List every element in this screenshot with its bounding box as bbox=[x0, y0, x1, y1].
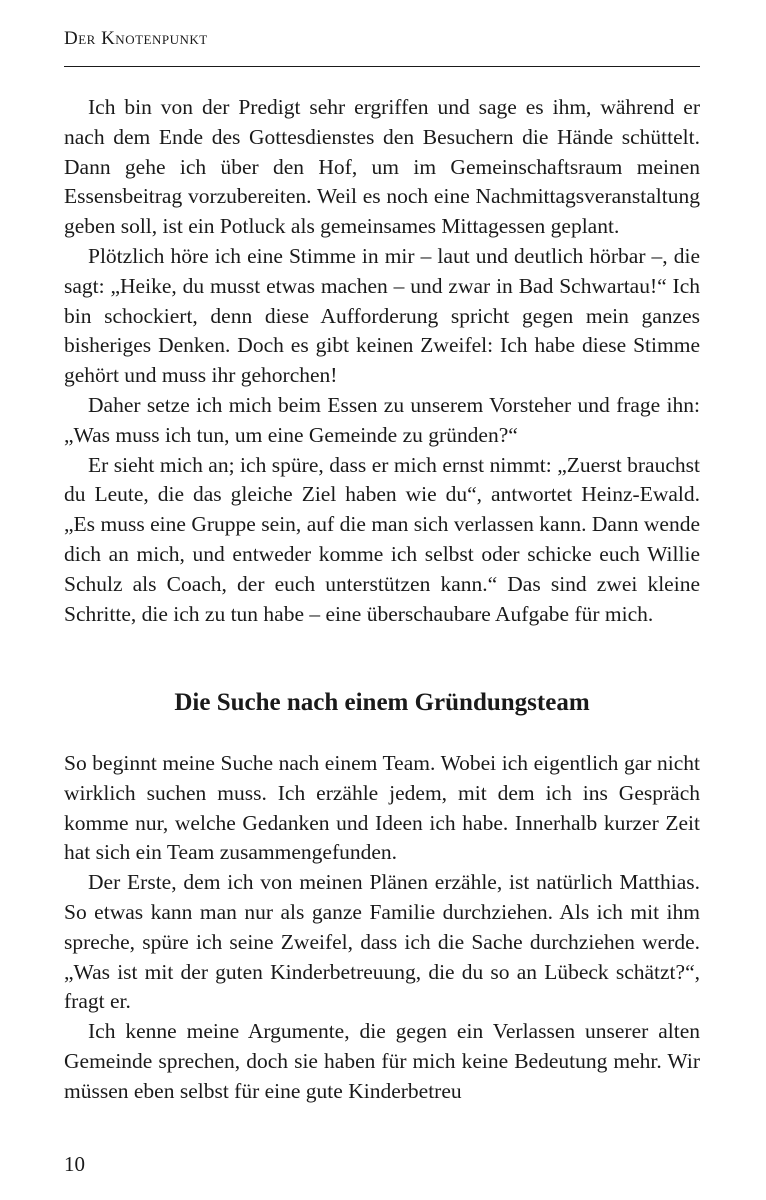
body-text-after-heading bbox=[64, 749, 700, 1107]
paragraph: Der Erste, dem ich von meinen Plänen erzähle, ist natürlich Matthias. So etwas kann man nur als ganze Familie durchziehen. Als ich mit ihm spreche, spüre ich seine Zweifel, dass ich die Sache durchziehen werde. „Was ist mit der guten Kinderbetreuung, die du so an Lübeck schätzt?“, fragt er. bbox=[64, 870, 700, 1014]
paragraph: So beginnt meine Suche nach einem Team. Wobei ich eigentlich gar nicht wirklich suchen muss. Ich erzähle jedem, mit dem ich ins Gespräch komme nur, welche Gedanken und Ideen ich habe. Innerhalb kurzer Zeit hat sich ein Team zusammengefunden. bbox=[64, 751, 700, 865]
running-title: Der Knotenpunkt bbox=[64, 28, 208, 49]
paragraph: Plötzlich höre ich eine Stimme in mir – laut und deutlich hörbar –, die sagt: „Heike, du musst etwas machen – und zwar in Bad Schwartau!“ Ich bin schockiert, denn diese Aufforderung spricht gegen mein ganzes bisheriges Denken. Doch es gibt keinen Zweifel: Ich habe diese Stimme gehört und muss ihr gehorchen! bbox=[64, 243, 700, 388]
paragraph: Daher setze ich mich beim Essen zu unserem Vorsteher und frage ihn: „Was muss ich tun, um eine Gemeinde zu gründen?“ bbox=[64, 392, 700, 447]
paragraph: Ich bin von der Predigt sehr ergriffen und sage es ihm, während er nach dem Ende des Gottesdienstes den Besuchern die Hände schüttelt. Dann gehe ich über den Hof, um im Gemeinschaftsraum meinen Essensbeitrag vorzubereiten. Weil es noch eine Nachmittagsveranstaltung geben soll, ist ein Potluck als gemeinsames Mittagessen geplant. bbox=[64, 95, 700, 239]
page-number: 10 bbox=[64, 1152, 85, 1176]
body-text-before-heading bbox=[64, 93, 700, 629]
paragraph: Ich kenne meine Argumente, die gegen ein Verlassen unserer alten Gemeinde sprechen, doch sie haben für mich keine Bedeutung mehr. Wir müssen eben selbst für eine gute Kinderbetreu bbox=[64, 1019, 700, 1103]
running-head bbox=[64, 26, 700, 67]
paragraph: Er sieht mich an; ich spüre, dass er mich ernst nimmt: „Zuerst brauchst du Leute, die das gleiche Ziel haben wie du“, antwortet Heinz-Ewald. „Es muss eine Gruppe sein, auf die man sich verlassen kann. Dann wende dich an mich, und entweder komme ich selbst oder schicke euch Willie Schulz als Coach, der euch unterstützen kann.“ Das sind zwei kleine Schritte, die ich zu tun habe – eine überschaubare Aufgabe für mich. bbox=[64, 452, 700, 626]
section-heading: Die Suche nach einem Gründungsteam bbox=[174, 689, 590, 716]
